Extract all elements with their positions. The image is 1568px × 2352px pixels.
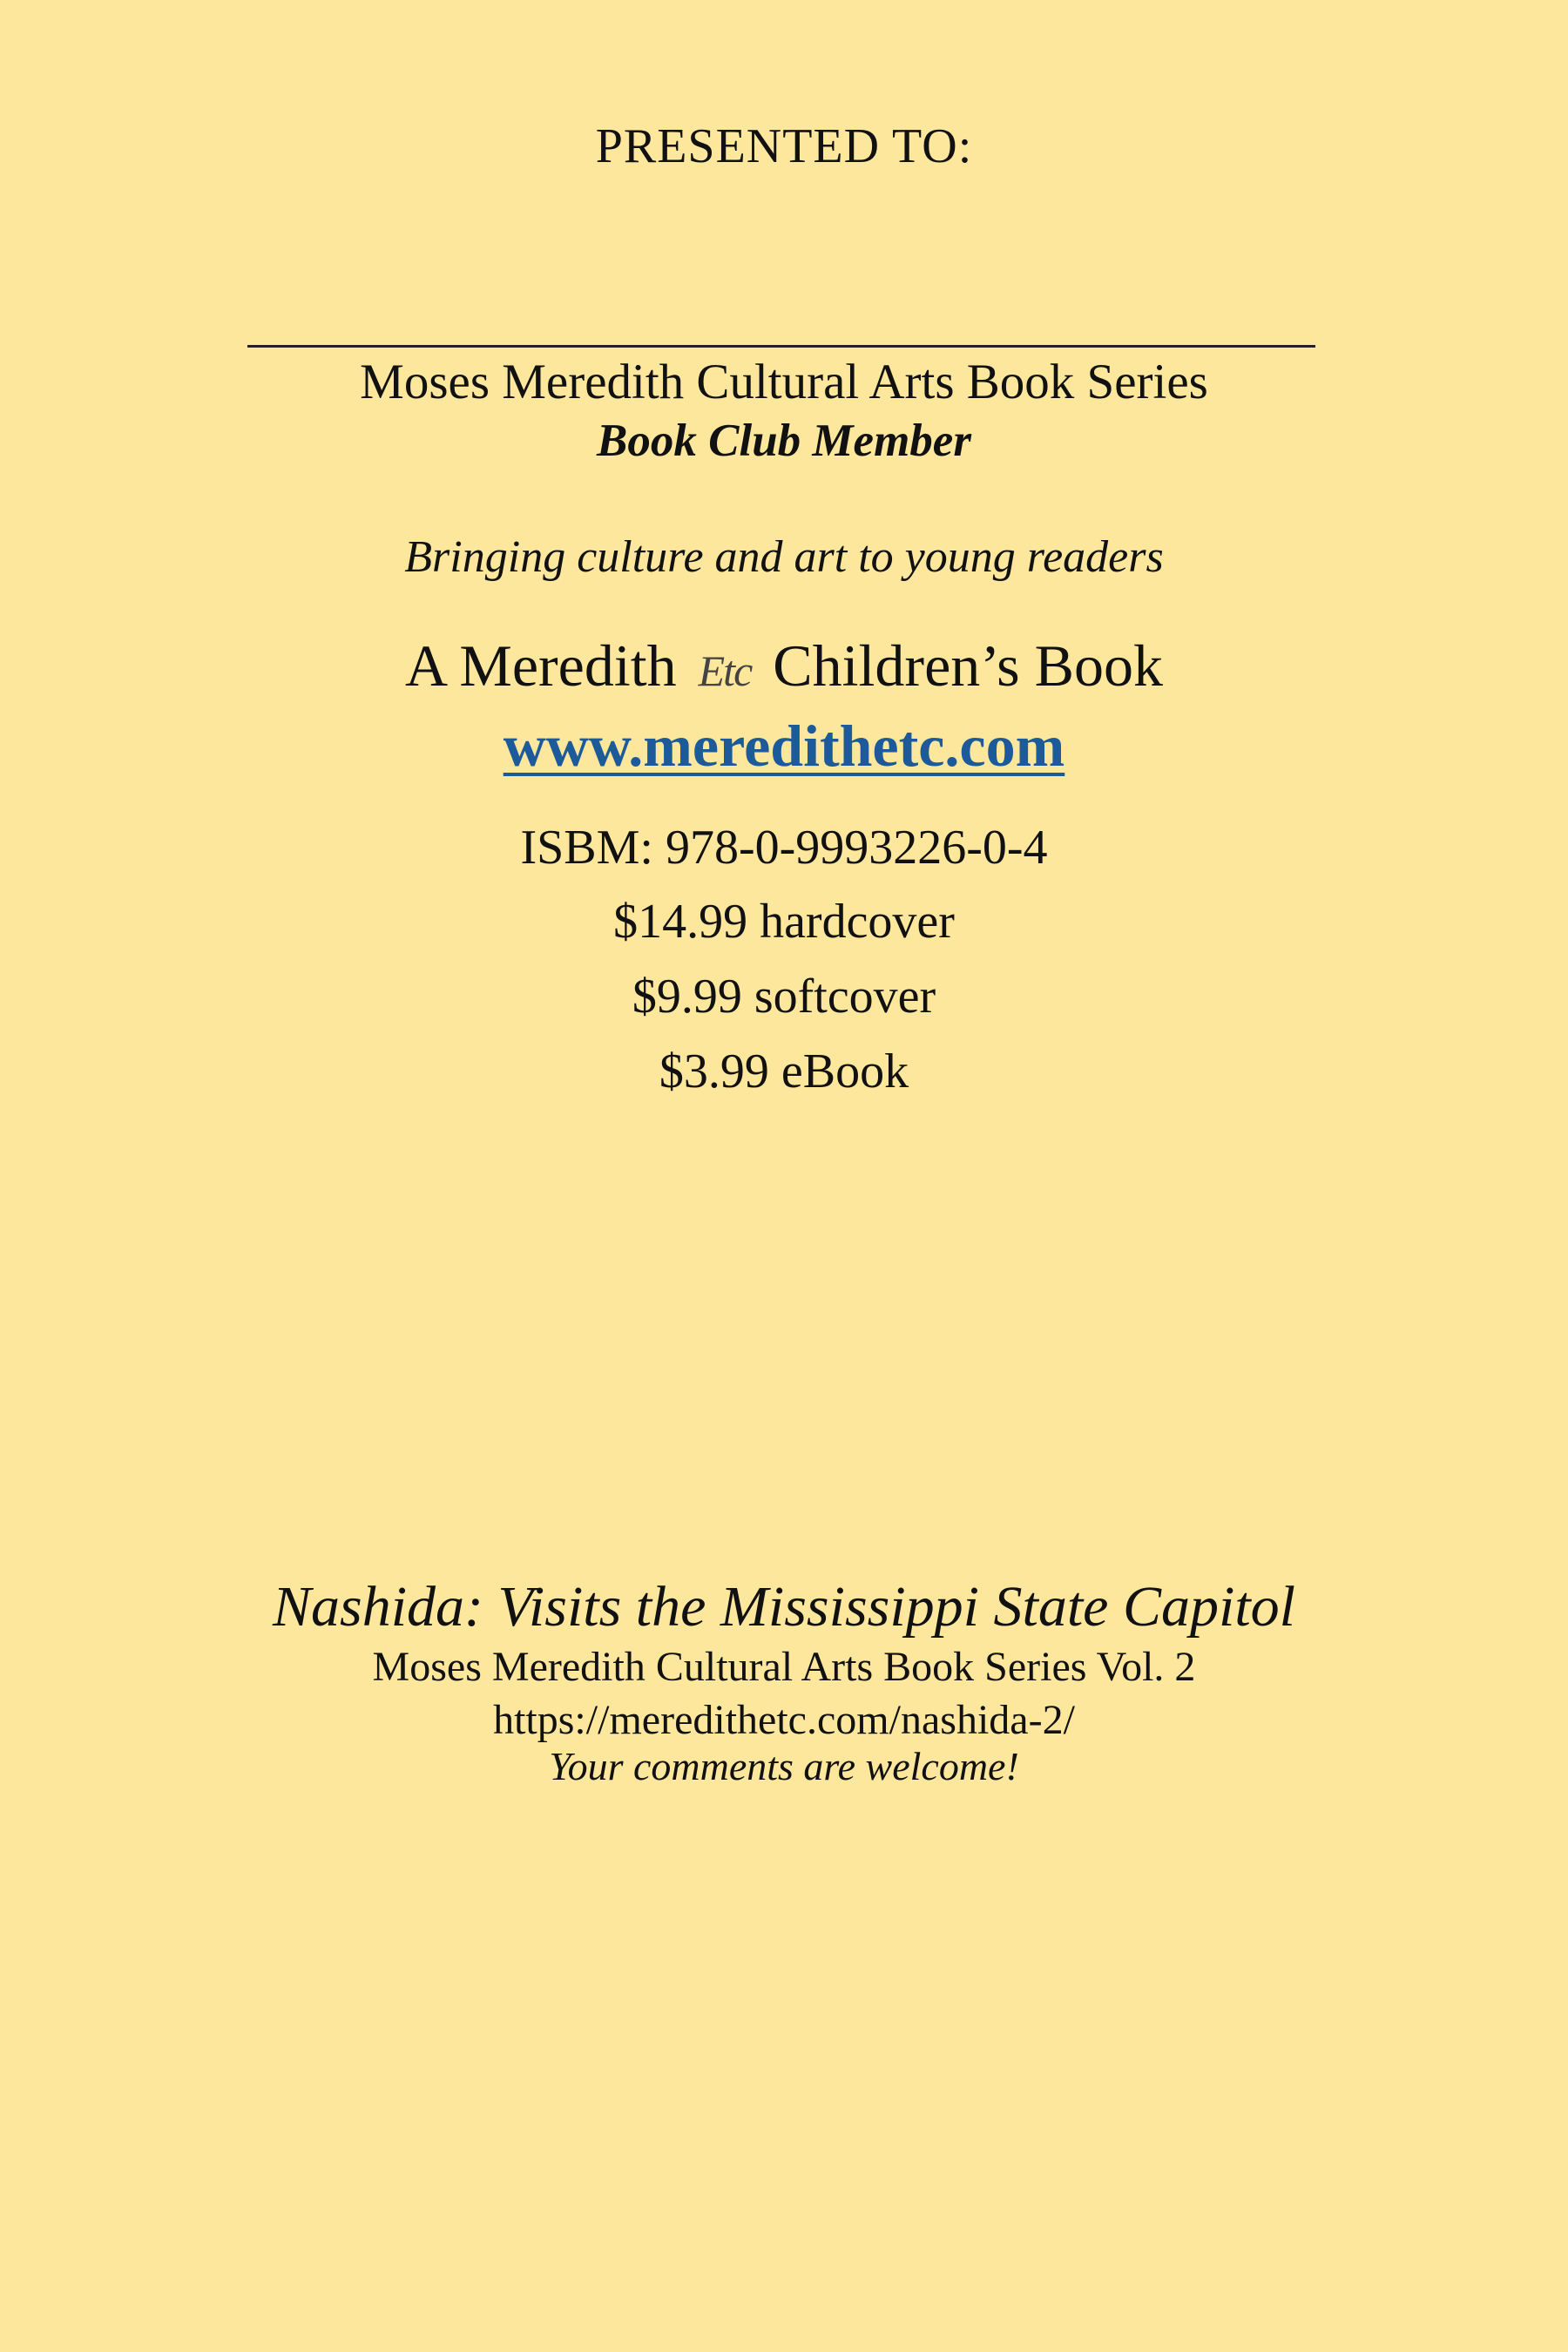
presented-to-heading: PRESENTED TO: bbox=[595, 119, 973, 173]
imprint-suffix: Children’s Book bbox=[773, 632, 1163, 699]
etc-logo: Etc bbox=[698, 646, 752, 695]
series-name: Moses Meredith Cultural Arts Book Series bbox=[360, 355, 1208, 409]
book-club-member-label: Book Club Member bbox=[597, 416, 971, 466]
book-title: Nashida: Visits the Mississippi State Capitol bbox=[272, 1575, 1295, 1639]
imprint-line bbox=[0, 632, 1568, 699]
imprint-prefix: A Meredith bbox=[405, 632, 677, 699]
tagline: Bringing culture and art to young readers bbox=[404, 532, 1164, 582]
price-hardcover: $14.99 hardcover bbox=[613, 895, 955, 949]
book-url[interactable]: https://meredithetc.com/nashida-2/ bbox=[493, 1697, 1075, 1743]
isbn-number: ISBM: 978-0-9993226-0-4 bbox=[520, 821, 1048, 875]
series-volume: Moses Meredith Cultural Arts Book Series Vol. 2 bbox=[372, 1644, 1196, 1690]
website-link[interactable]: www.meredithetc.com bbox=[503, 713, 1065, 779]
price-softcover: $9.99 softcover bbox=[632, 970, 936, 1024]
price-ebook: $3.99 eBook bbox=[659, 1044, 909, 1098]
signature-line bbox=[247, 345, 1315, 348]
comments-welcome-note: Your comments are welcome! bbox=[549, 1744, 1019, 1788]
